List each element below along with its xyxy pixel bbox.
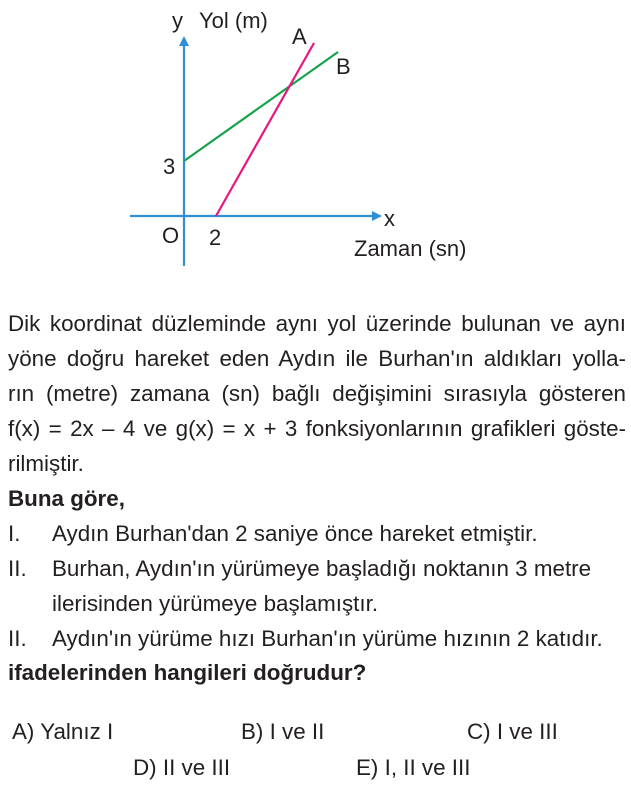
question-prompt: Buna göre, — [8, 486, 125, 511]
paragraph-line: rilmiştir. — [8, 451, 84, 476]
y-axis-label: y — [172, 8, 183, 33]
x-tick-label: 2 — [209, 225, 222, 250]
x-axis-label: x — [384, 206, 395, 231]
statement-text: ilerisinden yürümeye başlamıştır. — [52, 591, 379, 616]
question-closing — [8, 655, 366, 690]
statement-number: II. — [8, 556, 27, 581]
statement-number: II. — [8, 626, 27, 651]
line-a-label: A — [292, 24, 307, 49]
statement-number: I. — [8, 521, 21, 546]
coordinate-graph — [0, 0, 631, 290]
x-axis-title: Zaman (sn) — [354, 236, 467, 261]
paragraph-line: rın (metre) zamana (sn) bağlı değişimini sırasıyla gösteren — [8, 381, 626, 406]
y-tick-label: 3 — [163, 154, 176, 179]
option-a[interactable]: A) Yalnız I — [12, 719, 114, 744]
statement-text: Aydın Burhan'dan 2 saniye önce hareket etmiştir. — [52, 521, 538, 546]
statement-text: Aydın'ın yürüme hızı Burhan'ın yürüme hızının 2 katıdır. — [52, 626, 603, 651]
option-d[interactable]: D) II ve III — [133, 755, 231, 780]
y-axis-title: Yol (m) — [199, 8, 268, 33]
option-c[interactable]: C) I ve III — [467, 719, 558, 744]
option-e[interactable]: E) I, II ve III — [356, 755, 471, 780]
paragraph-line: yöne doğru hareket eden Aydın ile Burhan'ın aldıkları yolla- — [8, 346, 626, 371]
paragraph-line: f(x) = 2x – 4 ve g(x) = x + 3 fonksiyonlarının grafikleri göste- — [8, 416, 626, 441]
line-a — [216, 43, 314, 216]
origin-label: O — [162, 223, 180, 248]
question-paragraph — [8, 306, 626, 516]
paragraph-line: Dik koordinat düzleminde aynı yol üzerinde bulunan ve aynı — [8, 311, 626, 336]
option-b[interactable]: B) I ve II — [241, 719, 325, 744]
closing-text: ifadelerinden hangileri doğrudur? — [8, 660, 367, 685]
line-b-label: B — [336, 54, 351, 79]
statement-text: Burhan, Aydın'ın yürümeye başladığı noktanın 3 metre — [52, 556, 592, 581]
line-b — [184, 52, 338, 161]
